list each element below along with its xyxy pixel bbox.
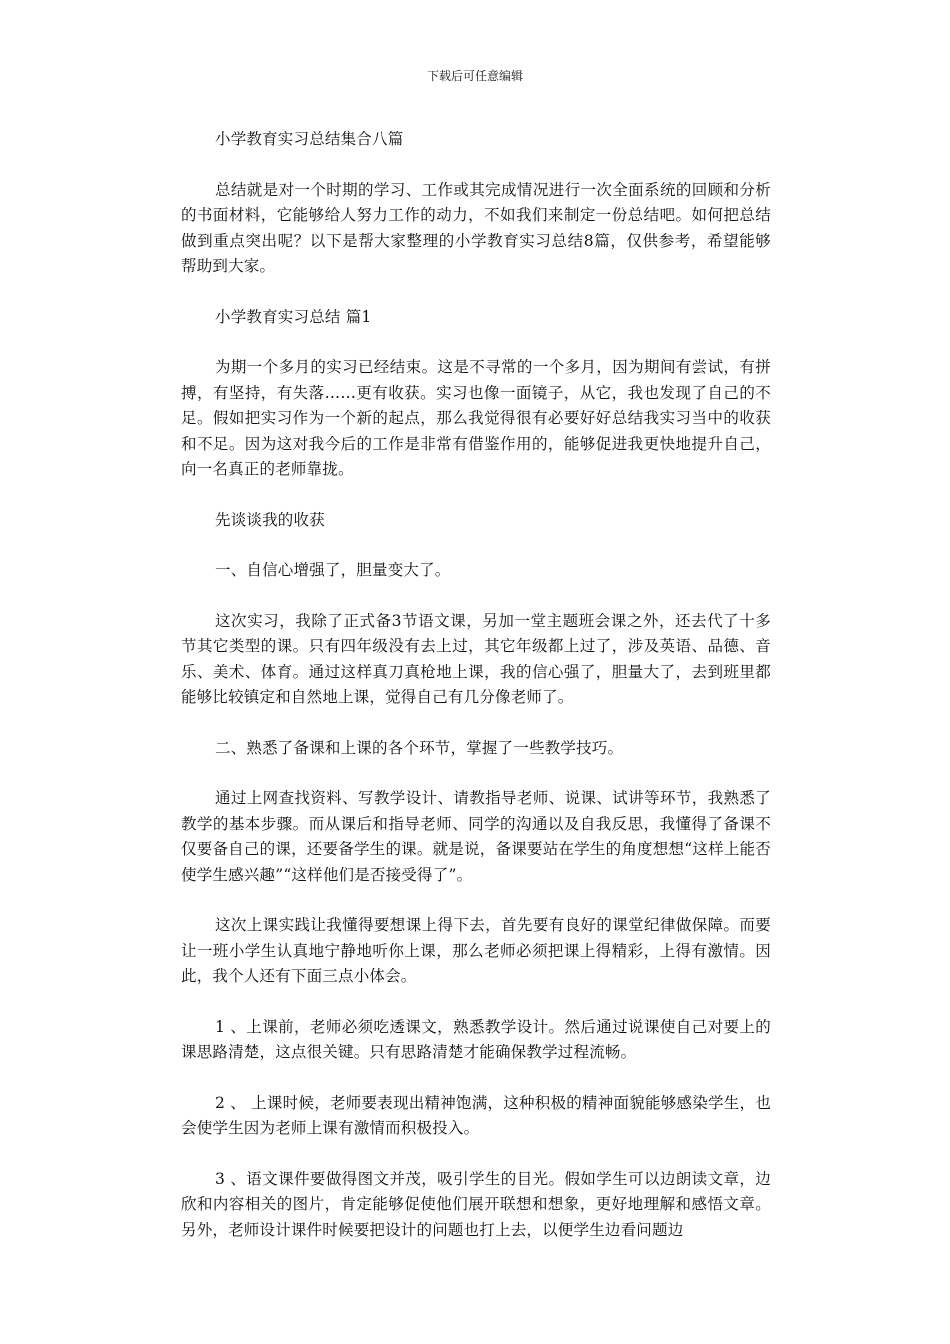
numbered-item-1: 1 、上课前，老师必须吃透课文，熟悉教学设计。然后通过说课使自己对要上的课思路清楚，这点很关键。只有思路清楚才能确保教学过程流畅。 (181, 1017, 771, 1061)
numbered-item-3: 3 、语文课件要做得图文并茂，吸引学生的目光。假如学生可以边朗读文章，边欣和内容相关的图片，肯定能够促使他们展开联想和想象，更好地理解和感悟文章。另外，老师设计课件时候要把设计的问题也打上去，以便学生边看问题边 (181, 1169, 771, 1239)
subheading-gains: 先谈谈我的收获 (215, 510, 325, 529)
body-paragraph: 这次上课实践让我懂得要想课上得下去，首先要有良好的课堂纪律做保障。而要让一班小学生认真地宁静地听你上课，那么老师必须把课上得精彩，上得有激情。因此，我个人还有下面三点小体会。 (181, 916, 771, 985)
body-paragraph: 为期一个多月的实习已经结束。这是不寻常的一个多月，因为期间有尝试，有拼搏，有坚持，有失落……更有收获。实习也像一面镜子，从它，我也发现了自己的不足。假如把实习作为一个新的起点，那么我觉得很有必要好好总结我实习当中的收获和不足。因为这对我今后的工作是非常有借鉴作用的，能够促进我更快地提升自己，向一名真正的老师靠拢。 (181, 358, 771, 478)
numbered-item-2: 2 、 上课时候，老师要表现出精神饱满，这种积极的精神面貌能够感染学生，也会使学生因为老师上课有激情而积极投入。 (181, 1093, 771, 1137)
intro-paragraph: 总结就是对一个时期的学习、工作或其完成情况进行一次全面系统的回顾和分析的书面材料，它能够给人努力工作的动力，不如我们来制定一份总结吧。如何把总结做到重点突出呢？以下是帮大家整理的小学教育实习总结8篇，仅供参考，希望能够帮助到大家。 (181, 180, 771, 275)
body-paragraph: 这次实习，我除了正式备3节语文课，另加一堂主题班会课之外，还去代了十多节其它类型的课。只有四年级没有去上过，其它年级都上过了，涉及英语、品德、音乐、美术、体育。通过这样真刀真枪地上课，我的信心强了，胆量大了，去到班里都能够比较镇定和自然地上课，觉得自己有几分像老师了。 (181, 611, 771, 706)
section-title: 小学教育实习总结 篇1 (215, 307, 372, 326)
page-header-note: 下载后可任意编辑 (426, 69, 523, 83)
point-heading-2: 二、熟悉了备课和上课的各个环节，掌握了一些教学技巧。 (215, 738, 624, 757)
point-heading-1: 一、自信心增强了，胆量变大了。 (215, 561, 451, 579)
document-title: 小学教育实习总结集合八篇 (215, 130, 404, 148)
document-body (181, 127, 771, 1268)
body-paragraph: 通过上网查找资料、写教学设计、请教指导老师、说课、试讲等环节，我熟悉了教学的基本步骤。而从课后和指导老师、同学的沟通以及自我反思，我懂得了备课不仅要备自己的课，还要备学生的课。就是说，备课要站在学生的角度想想“这样上能否使学生感兴趣”“这样他们是否接受得了”。 (181, 789, 771, 884)
